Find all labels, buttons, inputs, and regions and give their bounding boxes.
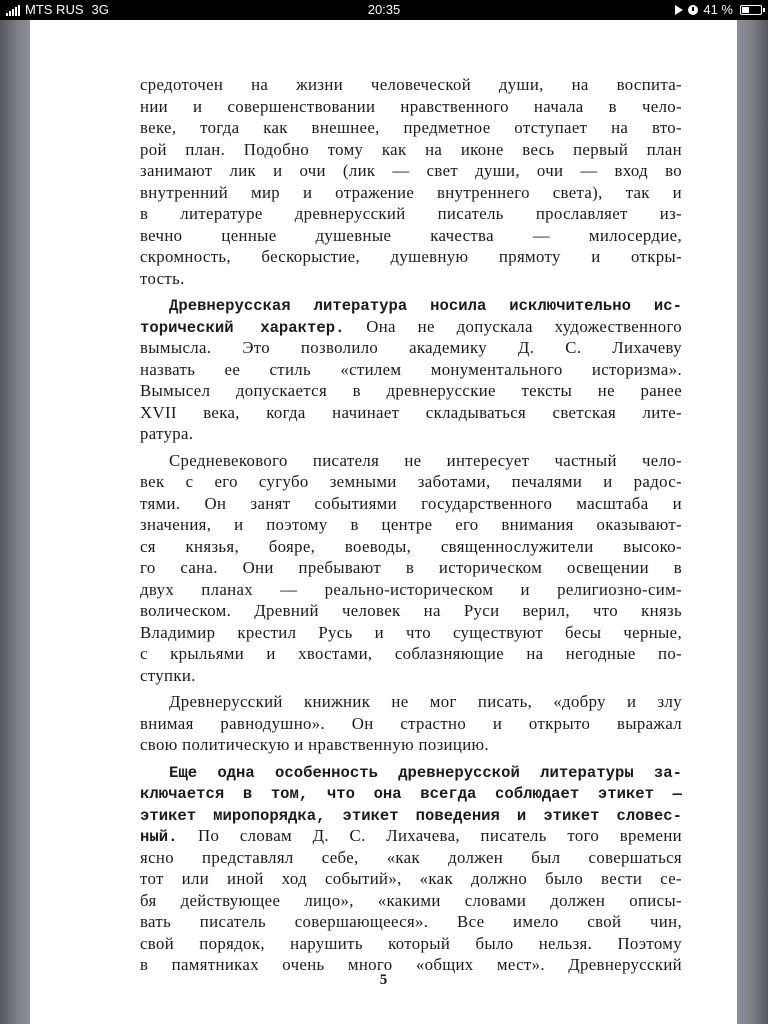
regular-text: рой план. Подобно тому как на иконе весь первый план <box>140 139 682 159</box>
regular-text: XVII века, когда начинает складываться светская лите- <box>140 402 682 422</box>
play-icon <box>675 5 683 15</box>
bold-text: торический характер. <box>140 318 345 337</box>
regular-text: двух планах — реально-историческом и религиозно-сим- <box>140 579 682 599</box>
regular-text: веке, тогда как внешнее, предметное отступает на вто- <box>140 118 682 137</box>
book-page[interactable] <box>30 20 737 1024</box>
text-line <box>140 450 682 472</box>
regular-text: свою политическую и нравственную позицию. <box>140 735 489 754</box>
regular-text: с крыльями и хвостами, соблазняющие на негодные по- <box>140 644 682 663</box>
regular-text: вечно ценные душевные качества — милосердие, <box>140 225 682 245</box>
regular-text: Средневекового писателя не интересует частный чело- <box>169 450 682 470</box>
carrier-name: MTS RUS <box>25 2 84 17</box>
text-line <box>140 600 682 622</box>
page-text <box>140 74 682 976</box>
regular-text: Вымысел допускается в древнерусские тексты не ранее <box>140 381 682 400</box>
regular-text: внимая равнодушно». Он страстно и открыто выражал <box>140 713 682 733</box>
text-line <box>140 713 682 735</box>
text-line <box>140 782 682 804</box>
regular-text: назвать ее стиль «стилем монументального историзма». <box>140 359 682 379</box>
text-line <box>140 294 682 316</box>
text-line <box>140 890 682 912</box>
text-line <box>140 117 682 139</box>
regular-text: скромность, бескорыстие, душевную прямоту и откры- <box>140 247 682 266</box>
page-number: 5 <box>379 972 388 988</box>
text-line <box>140 471 682 493</box>
rotation-lock-icon <box>688 5 698 15</box>
regular-text: средоточен на жизни человеческой души, на воспита- <box>140 75 682 94</box>
text-line <box>140 622 682 644</box>
regular-text: занимают лик и очи (лик — свет души, очи — вход во <box>140 161 682 180</box>
text-line <box>140 203 682 225</box>
text-line <box>140 804 682 826</box>
bold-text: ный. <box>140 828 178 846</box>
regular-text: век с его сугубо земными заботами, печалями и радос- <box>140 472 682 491</box>
regular-text: Она не допускала художественного <box>344 316 682 336</box>
text-line <box>140 160 682 182</box>
regular-text: в памятниках очень много «общих мест». Древнерусский <box>140 955 682 974</box>
regular-text: тями. Он занят событиями государственного масштаба и <box>140 493 682 513</box>
text-line <box>140 911 682 933</box>
paragraph <box>140 74 682 289</box>
clock: 20:35 <box>367 2 401 17</box>
text-line <box>140 225 682 247</box>
text-line <box>140 514 682 536</box>
regular-text: Древнерусский книжник не мог писать, «добру и злу <box>169 692 682 711</box>
battery-icon <box>740 5 762 15</box>
regular-text: тость. <box>140 268 185 288</box>
text-line <box>140 139 682 161</box>
regular-text: внутренний мир и отражение внутреннего света), так и <box>140 182 682 202</box>
text-line <box>140 933 682 955</box>
regular-text: Владимир крестил Русь и что существуют бесы черные, <box>140 622 682 642</box>
regular-text: ся князья, бояре, воеводы, священнослужители высоко- <box>140 536 682 556</box>
status-right <box>675 0 762 20</box>
network-type: 3G <box>91 2 109 17</box>
text-line <box>140 761 682 783</box>
text-line <box>140 847 682 869</box>
regular-text: По словам Д. С. Лихачева, писатель того времени <box>177 826 682 845</box>
regular-text: го сана. Они пребывают в историческом освещении в <box>140 558 682 577</box>
regular-text: в литературе древнерусский писатель прославляет из- <box>140 204 682 223</box>
bold-text: Древнерусская литература носила исключительно ис- <box>169 297 682 315</box>
battery-percent: 41 % <box>703 2 733 17</box>
battery-level <box>742 7 749 13</box>
paragraph <box>140 294 682 445</box>
text-line <box>140 182 682 204</box>
text-line <box>140 825 682 847</box>
paragraph <box>140 450 682 687</box>
text-line <box>140 868 682 890</box>
regular-text: бя действующее лицо», «какими словами должен описы- <box>140 890 682 910</box>
text-line <box>140 423 682 445</box>
text-line <box>140 359 682 381</box>
regular-text: вать писатель совершающееся». Все имело свой чин, <box>140 912 682 931</box>
text-line <box>140 557 682 579</box>
paragraph <box>140 761 682 976</box>
regular-text: вымысла. Это позволило академику Д. С. Лихачеву <box>140 338 682 357</box>
regular-text: волическом. Древний человек на Руси верил, что князь <box>140 601 682 620</box>
bold-text: Еще одна особенность древнерусской литературы за- <box>169 763 682 782</box>
text-line <box>140 268 682 290</box>
text-line <box>140 337 682 359</box>
regular-text: ясно представлял себе, «как должен был совершаться <box>140 847 682 867</box>
text-line <box>140 579 682 601</box>
text-line <box>140 665 682 687</box>
text-line <box>140 380 682 402</box>
status-bar <box>0 0 768 20</box>
text-line <box>140 74 682 96</box>
text-line <box>140 691 682 713</box>
bold-text: ключается в том, что она всегда соблюдает этикет — <box>140 785 682 803</box>
text-line <box>140 246 682 268</box>
paragraph <box>140 691 682 756</box>
text-line <box>140 96 682 118</box>
bold-text: этикет миропорядка, этикет поведения и этикет словес- <box>140 806 682 825</box>
regular-text: ступки. <box>140 665 196 685</box>
regular-text: тот или иной ход событий», «как должно было вести се- <box>140 869 682 888</box>
text-line <box>140 536 682 558</box>
regular-text: значения, и поэтому в центре его внимания оказывают- <box>140 515 682 534</box>
text-line <box>140 493 682 515</box>
text-line <box>140 734 682 756</box>
text-line <box>140 316 682 338</box>
text-line <box>140 402 682 424</box>
text-line <box>140 643 682 665</box>
regular-text: нии и совершенствовании нравственного начала в чело- <box>140 96 682 116</box>
regular-text: свой порядок, нарушить который было нельзя. Поэтому <box>140 933 682 953</box>
regular-text: ратура. <box>140 424 194 443</box>
